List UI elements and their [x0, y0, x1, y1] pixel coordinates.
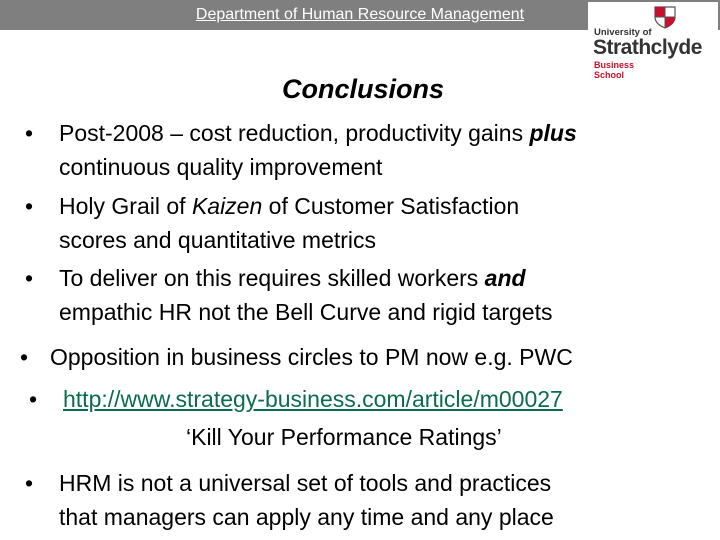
bullet-marker: •	[25, 265, 34, 291]
logo-line-strathclyde: Strathclyde	[593, 36, 702, 59]
bullet-item-6-line-2: that managers can apply any time and any place	[59, 504, 554, 530]
logo-school: School	[594, 70, 625, 80]
bullet-item-3	[25, 261, 526, 295]
bullet-item-4	[20, 340, 573, 374]
bullet-item-1-line-2: continuous quality improvement	[59, 154, 383, 180]
bullet-text: Holy Grail of	[59, 193, 192, 219]
university-logo	[588, 2, 718, 84]
crest-icon	[652, 5, 678, 29]
bullet-text: HRM is not a universal set of tools and practices	[59, 470, 552, 496]
bullet-item-3-line-2: empathic HR not the Bell Curve and rigid targets	[59, 299, 553, 325]
bullet-marker: •	[25, 470, 34, 496]
bullet-item-5	[29, 382, 563, 416]
bullet-text: To deliver on this requires skilled workers	[59, 265, 485, 291]
bullet-item-6	[25, 466, 552, 500]
logo-business: Business	[594, 60, 635, 70]
bullet-text: Opposition in business circles to PM now e.g. PWC	[50, 344, 573, 370]
emphasis-text: Kaizen	[191, 193, 263, 219]
logo-line-university: University of	[594, 27, 652, 38]
bullet-text: Post-2008 – cost reduction, productivity gains	[59, 120, 530, 146]
bullet-marker: •	[25, 120, 34, 146]
bullet-item-2-line-2: scores and quantitative metrics	[59, 227, 377, 253]
emphasis-text: and	[484, 265, 526, 291]
bullet-text: of Customer Satisfaction	[262, 193, 520, 219]
article-link[interactable]: http://www.strategy-business.com/article/m00027	[63, 386, 563, 412]
bullet-item-2	[25, 189, 520, 223]
bullet-marker: •	[20, 344, 29, 370]
emphasis-text: plus	[529, 120, 577, 146]
article-title: ‘Kill Your Performance Ratings’	[186, 424, 502, 450]
bullet-marker: •	[29, 386, 38, 412]
department-title: Department of Human Resource Management	[195, 6, 525, 23]
bullet-marker: •	[25, 193, 34, 219]
slide-title: Conclusions	[281, 74, 444, 104]
bullet-item-1	[25, 116, 577, 150]
